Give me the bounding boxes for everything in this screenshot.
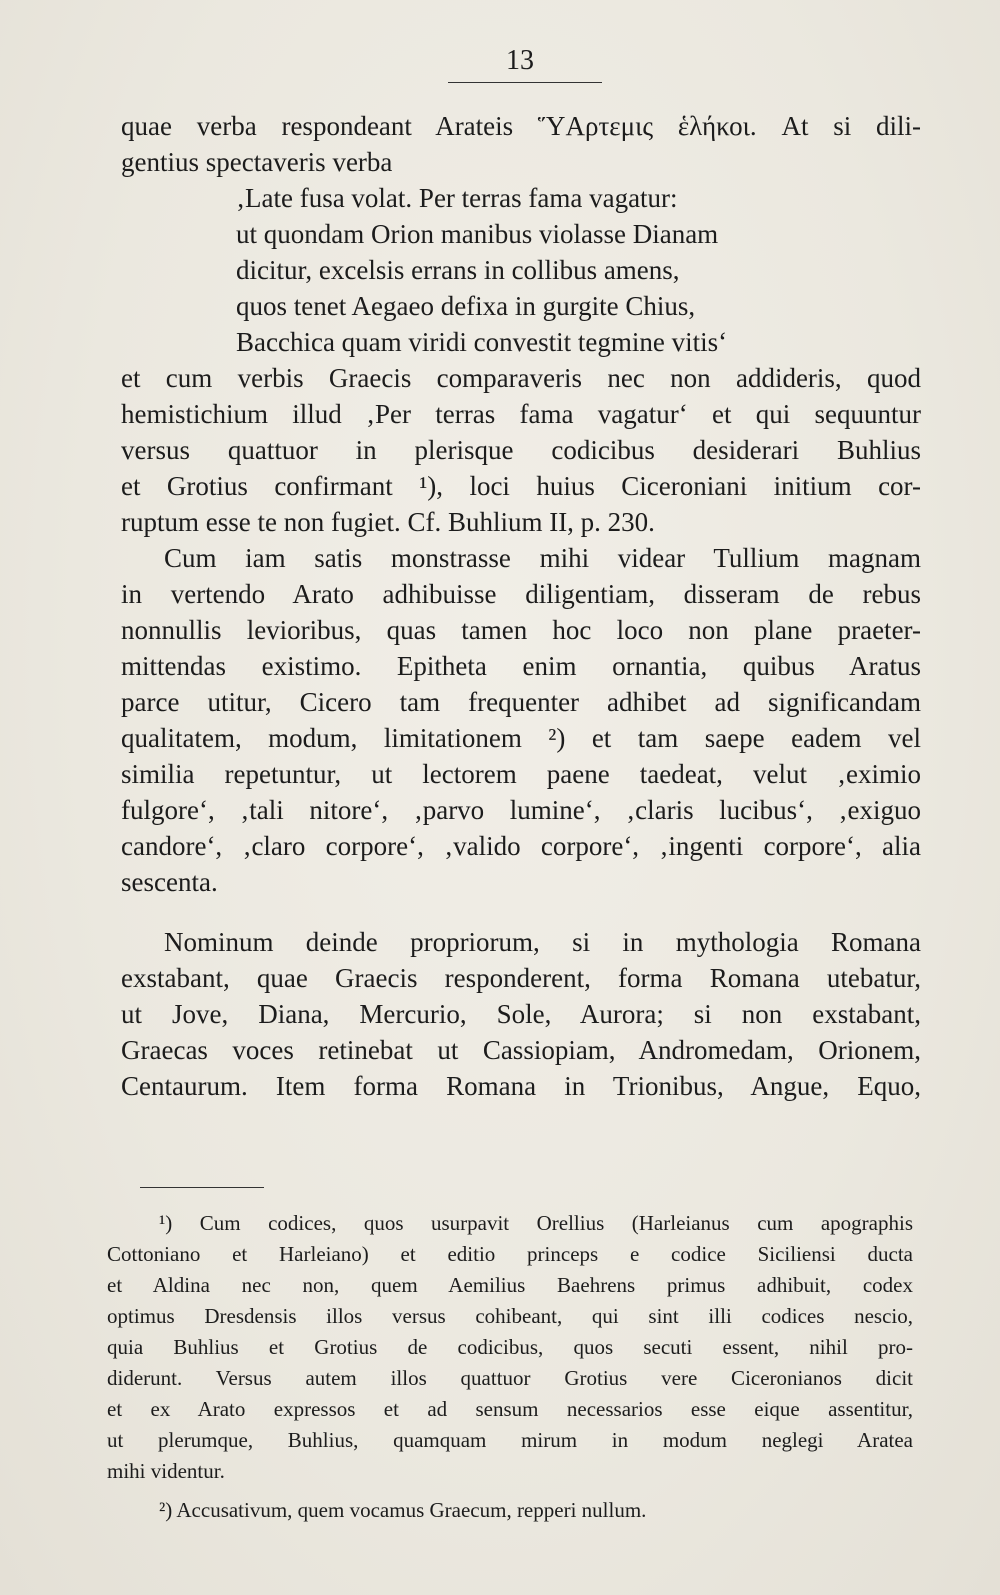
page-number: 13 [506, 45, 534, 76]
body-line: Centaurum. Item forma Romana in Trionibus, Angue, Equo, [121, 1071, 921, 1101]
footnote-1-line: quia Buhlius et Grotius de codicibus, quos secuti essent, nihil pro- [107, 1335, 913, 1359]
verse-line: Bacchica quam viridi convestit tegmine vitis‘ [236, 327, 728, 357]
body-line: mittendas existimo. Epitheta enim ornantia, quibus Aratus [121, 651, 921, 681]
footnotes [107, 1208, 913, 1526]
body-line: similia repetuntur, ut lectorem paene taedeat, velut ‚eximio [121, 759, 921, 789]
body-line: candore‘, ‚claro corpore‘, ‚valido corpore‘, ‚ingenti corpore‘, alia [121, 831, 921, 861]
body-line: fulgore‘, ‚tali nitore‘, ‚parvo lumine‘, ‚claris lucibus‘, ‚exiguo [121, 795, 921, 825]
footnote-1-line: optimus Dresdensis illos versus cohibeant, qui sint illi codices nescio, [107, 1304, 913, 1328]
verse-line: ut quondam Orion manibus violasse Dianam [236, 219, 719, 249]
body-line: nonnullis levioribus, quas tamen hoc loco non plane praeter- [121, 615, 921, 645]
body-line: versus quattuor in plerisque codicibus desiderari Buhlius [121, 435, 921, 465]
paragraph-first-line: Cum iam satis monstrasse mihi videar Tullium magnam [164, 543, 921, 573]
body-line: et cum verbis Graecis comparaveris nec non addideris, quod [121, 363, 921, 393]
verse-line: dicitur, excelsis errans in collibus amens, [236, 255, 680, 285]
body-line: qualitatem, modum, limitationem ²) et tam saepe eadem vel [121, 723, 921, 753]
footnote-1-line: ut plerumque, Buhlius, quamquam mirum in modum neglegi Aratea [107, 1428, 913, 1452]
body-line: in vertendo Arato adhibuisse diligentiam, disseram de rebus [121, 579, 921, 609]
paragraph-first-line: Nominum deinde propriorum, si in mythologia Romana [164, 927, 921, 957]
verse-line: ‚Late fusa volat. Per terras fama vagatur: [236, 183, 678, 213]
body-line: et Grotius confirmant ¹), loci huius Ciceroniani initium cor- [121, 471, 921, 501]
paragraph-gap [121, 900, 921, 924]
body-line: parce utitur, Cicero tam frequenter adhibet ad significandam [121, 687, 921, 717]
main-text [121, 108, 921, 1104]
body-line: sescenta. [121, 867, 218, 897]
body-line: exstabant, quae Graecis responderent, forma Romana utebatur, [121, 963, 921, 993]
footnote-1-line: et ex Arato expressos et ad sensum necessarios esse eique assentitur, [107, 1397, 913, 1421]
footnote-1-line: diderunt. Versus autem illos quattuor Grotius vere Ciceronianos dicit [107, 1366, 913, 1390]
footnote-1-line: ¹) Cum codices, quos usurpavit Orellius (Harleianus cum apographis [159, 1211, 913, 1235]
verse-line: quos tenet Aegaeo defixa in gurgite Chius, [236, 291, 696, 321]
footnote-1-line: et Aldina nec non, quem Aemilius Baehrens primus adhibuit, codex [107, 1273, 913, 1297]
body-line: hemistichium illud ‚Per terras fama vagatur‘ et qui sequuntur [121, 399, 921, 429]
footnote-rule [140, 1187, 264, 1188]
body-line: gentius spectaveris verba [121, 147, 393, 177]
footnote-gap [107, 1487, 913, 1495]
footnote-2-line: ²) Accusativum, quem vocamus Graecum, repperi nullum. [159, 1498, 647, 1522]
body-line: quae verba respondeant Arateis ὝΑρτεμις ἑλήκοι. At si dili- [121, 111, 921, 141]
footnote-1-line: Cottoniano et Harleiano) et editio princeps e codice Siciliensi ducta [107, 1242, 913, 1266]
footnote-1-line: mihi videntur. [107, 1459, 225, 1483]
body-line: Graecas voces retinebat ut Cassiopiam, Andromedam, Orionem, [121, 1035, 921, 1065]
body-line: ruptum esse te non fugiet. Cf. Buhlium II, p. 230. [121, 507, 655, 537]
page-number-rule [448, 82, 602, 83]
body-line: ut Jove, Diana, Mercurio, Sole, Aurora; si non exstabant, [121, 999, 921, 1029]
